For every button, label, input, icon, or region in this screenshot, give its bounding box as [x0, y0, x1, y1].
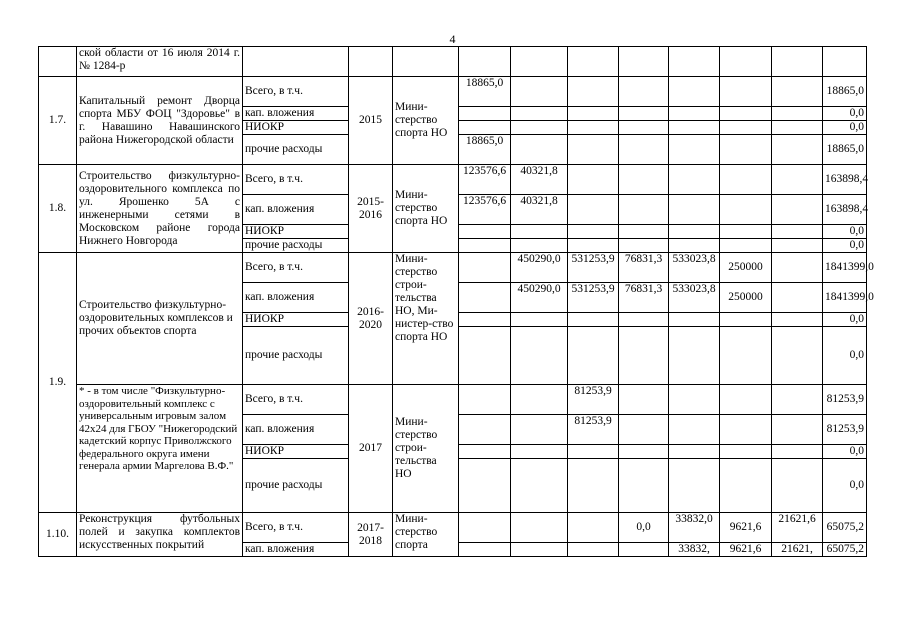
cost-type-label: Всего, в т.ч.	[243, 385, 349, 415]
value-cell	[459, 385, 511, 415]
value-cell: 450290,0	[511, 283, 568, 313]
total-cell: 0,0	[823, 225, 867, 239]
value-cell: 76831,3	[619, 283, 669, 313]
value-cell	[772, 225, 823, 239]
value-cell	[568, 77, 619, 107]
value-cell	[772, 327, 823, 385]
value-cell	[568, 543, 619, 557]
value-cell	[669, 313, 720, 327]
value-cell	[772, 445, 823, 459]
value-cell	[511, 459, 568, 513]
value-cell	[772, 77, 823, 107]
value-cell: 33832,0	[669, 513, 720, 543]
total-cell: 65075,2	[823, 513, 867, 543]
value-cell: 9621,6	[720, 513, 772, 543]
value-cell: 18865,0	[459, 135, 511, 165]
value-cell	[619, 445, 669, 459]
project-name: Капитальный ремонт Дворца спорта МБУ ФОЦ "Здоровье" в г. Навашино Навашинского района Нижегородской области	[77, 77, 243, 165]
years-cell: 2016-2020	[349, 253, 393, 385]
value-cell	[459, 107, 511, 121]
value-cell	[720, 327, 772, 385]
table-row	[39, 513, 867, 543]
total-cell: 1841399,0	[823, 253, 867, 283]
value-cell	[669, 459, 720, 513]
cost-type-label: прочие расходы	[243, 459, 349, 513]
value-cell	[568, 135, 619, 165]
table-row	[39, 165, 867, 195]
value-cell	[669, 195, 720, 225]
value-cell	[459, 543, 511, 557]
cost-type-label: кап. вложения	[243, 283, 349, 313]
value-cell	[720, 459, 772, 513]
total-cell: 0,0	[823, 459, 867, 513]
value-cell	[669, 239, 720, 253]
value-cell	[511, 107, 568, 121]
value-cell: 533023,8	[669, 253, 720, 283]
value-cell	[619, 327, 669, 385]
value-cell: 123576,6	[459, 195, 511, 225]
total-cell: 81253,9	[823, 385, 867, 415]
value-cell	[511, 225, 568, 239]
value-cell	[669, 385, 720, 415]
table-row	[39, 77, 867, 107]
value-cell	[511, 385, 568, 415]
value-cell	[619, 415, 669, 445]
value-cell	[669, 165, 720, 195]
value-cell	[720, 165, 772, 195]
value-cell	[619, 239, 669, 253]
value-cell	[669, 225, 720, 239]
total-cell: 163898,4	[823, 165, 867, 195]
value-cell	[669, 121, 720, 135]
value-cell: 250000	[720, 283, 772, 313]
value-cell	[511, 445, 568, 459]
cost-type-label: кап. вложения	[243, 415, 349, 445]
total-cell: 0,0	[823, 239, 867, 253]
cost-type-label: Всего, в т.ч.	[243, 77, 349, 107]
value-cell	[772, 135, 823, 165]
value-cell	[619, 121, 669, 135]
value-cell	[459, 459, 511, 513]
cost-type-label: кап. вложения	[243, 195, 349, 225]
value-cell: 40321,8	[511, 165, 568, 195]
value-cell: 531253,9	[568, 283, 619, 313]
cost-type-label: НИОКР	[243, 313, 349, 327]
value-cell	[459, 327, 511, 385]
value-cell	[568, 513, 619, 543]
years-cell: 2017-2018	[349, 513, 393, 557]
value-cell	[720, 135, 772, 165]
value-cell: 81253,9	[568, 385, 619, 415]
value-cell	[772, 415, 823, 445]
total-cell: 0,0	[823, 327, 867, 385]
cost-type-label: Всего, в т.ч.	[243, 513, 349, 543]
cost-type-label: кап. вложения	[243, 107, 349, 121]
value-cell	[720, 445, 772, 459]
value-cell	[772, 283, 823, 313]
total-cell: 163898,4	[823, 195, 867, 225]
value-cell	[619, 165, 669, 195]
value-cell: 81253,9	[568, 415, 619, 445]
value-cell: 33832,	[669, 543, 720, 557]
sub-project-name: * - в том числе "Физкультурно-оздоровительный комплекс с универсальным игровым залом 42х24 для ГБОУ "Нижегородский кадетский корпус Приволжского федерального округа имени генерала армии Маргелова В.Ф."	[77, 385, 243, 513]
cost-type-label: НИОКР	[243, 121, 349, 135]
total-cell: 0,0	[823, 107, 867, 121]
ministry-cell: Мини-стерство строи-тельства НО	[393, 385, 459, 513]
value-cell	[511, 239, 568, 253]
project-name: Реконструкция футбольных полей и закупка комплектов искусственных покрытий	[77, 513, 243, 557]
years-cell: 2015	[349, 77, 393, 165]
value-cell	[772, 385, 823, 415]
value-cell	[619, 543, 669, 557]
item-number: 1.7.	[39, 77, 77, 165]
value-cell	[669, 77, 720, 107]
total-cell: 18865,0	[823, 77, 867, 107]
value-cell	[669, 327, 720, 385]
total-cell: 0,0	[823, 121, 867, 135]
value-cell: 9621,6	[720, 543, 772, 557]
value-cell	[669, 445, 720, 459]
cost-type-label: НИОКР	[243, 445, 349, 459]
value-cell	[669, 107, 720, 121]
value-cell	[772, 253, 823, 283]
value-cell	[720, 225, 772, 239]
value-cell	[511, 313, 568, 327]
total-cell: 0,0	[823, 313, 867, 327]
total-cell: 81253,9	[823, 415, 867, 445]
value-cell	[619, 313, 669, 327]
value-cell	[720, 195, 772, 225]
value-cell	[568, 121, 619, 135]
value-cell	[568, 327, 619, 385]
value-cell	[772, 165, 823, 195]
value-cell: 250000	[720, 253, 772, 283]
value-cell	[720, 121, 772, 135]
value-cell	[619, 195, 669, 225]
value-cell	[459, 415, 511, 445]
cost-type-label: Всего, в т.ч.	[243, 165, 349, 195]
value-cell	[772, 107, 823, 121]
value-cell	[568, 225, 619, 239]
value-cell	[568, 459, 619, 513]
value-cell	[459, 283, 511, 313]
value-cell	[619, 135, 669, 165]
value-cell	[511, 543, 568, 557]
num-cell	[39, 47, 77, 77]
table-row	[39, 253, 867, 283]
value-cell: 531253,9	[568, 253, 619, 283]
value-cell	[511, 77, 568, 107]
project-name: ской области от 16 июля 2014 г. № 1284-р	[77, 47, 243, 77]
years-cell: 2015-2016	[349, 165, 393, 253]
years-cell: 2017	[349, 385, 393, 513]
item-number: 1.10.	[39, 513, 77, 557]
cost-type-label: Всего, в т.ч.	[243, 253, 349, 283]
cost-type-label: прочие расходы	[243, 239, 349, 253]
value-cell	[720, 107, 772, 121]
ministry-cell: Мини-стерство строи-тельства НО, Ми-нистер-ство спорта НО	[393, 253, 459, 385]
total-cell: 18865,0	[823, 135, 867, 165]
value-cell	[772, 313, 823, 327]
value-cell	[568, 107, 619, 121]
table-row	[39, 47, 867, 77]
value-cell	[459, 253, 511, 283]
total-cell: 1841399,0	[823, 283, 867, 313]
value-cell	[619, 77, 669, 107]
page-number: 4	[449, 32, 456, 46]
value-cell	[772, 459, 823, 513]
cost-type-label: прочие расходы	[243, 327, 349, 385]
value-cell	[619, 385, 669, 415]
value-cell	[619, 459, 669, 513]
value-cell	[568, 313, 619, 327]
cost-type-label: НИОКР	[243, 225, 349, 239]
value-cell: 76831,3	[619, 253, 669, 283]
ministry-cell: Мини-стерство спорта НО	[393, 77, 459, 165]
value-cell	[568, 445, 619, 459]
value-cell: 21621,	[772, 543, 823, 557]
value-cell	[568, 195, 619, 225]
value-cell: 123576,6	[459, 165, 511, 195]
cost-type-label: прочие расходы	[243, 135, 349, 165]
value-cell	[720, 313, 772, 327]
value-cell	[619, 107, 669, 121]
value-cell	[568, 239, 619, 253]
value-cell: 533023,8	[669, 283, 720, 313]
value-cell	[720, 415, 772, 445]
value-cell	[459, 225, 511, 239]
value-cell: 18865,0	[459, 77, 511, 107]
value-cell	[459, 513, 511, 543]
project-name: Строительство физкультурно-оздоровительного комплекса по ул. Ярошенко 5А с инженерными сетями в Московском районе города Нижнего Новгорода	[77, 165, 243, 253]
value-cell	[720, 239, 772, 253]
value-cell: 40321,8	[511, 195, 568, 225]
ministry-cell: Мини-стерство спорта НО	[393, 165, 459, 253]
total-cell: 0,0	[823, 445, 867, 459]
value-cell	[459, 239, 511, 253]
value-cell	[772, 195, 823, 225]
value-cell	[459, 445, 511, 459]
value-cell	[511, 135, 568, 165]
value-cell	[459, 121, 511, 135]
value-cell: 450290,0	[511, 253, 568, 283]
value-cell	[511, 121, 568, 135]
value-cell	[669, 135, 720, 165]
value-cell	[511, 415, 568, 445]
value-cell	[619, 225, 669, 239]
value-cell	[772, 121, 823, 135]
item-number: 1.8.	[39, 165, 77, 253]
value-cell	[772, 239, 823, 253]
value-cell	[511, 513, 568, 543]
total-cell: 65075,2	[823, 543, 867, 557]
value-cell	[720, 385, 772, 415]
value-cell	[568, 165, 619, 195]
item-number: 1.9.	[39, 253, 77, 513]
project-name: Строительство физкультурно-оздоровительных комплексов и прочих объектов спорта	[77, 253, 243, 385]
value-cell: 0,0	[619, 513, 669, 543]
value-cell	[459, 313, 511, 327]
value-cell	[511, 327, 568, 385]
value-cell	[720, 77, 772, 107]
value-cell	[669, 415, 720, 445]
budget-table	[38, 46, 874, 557]
value-cell: 21621,6	[772, 513, 823, 543]
cost-type-label: кап. вложения	[243, 543, 349, 557]
table-row	[39, 385, 867, 415]
ministry-cell: Мини-стерство спорта	[393, 513, 459, 557]
